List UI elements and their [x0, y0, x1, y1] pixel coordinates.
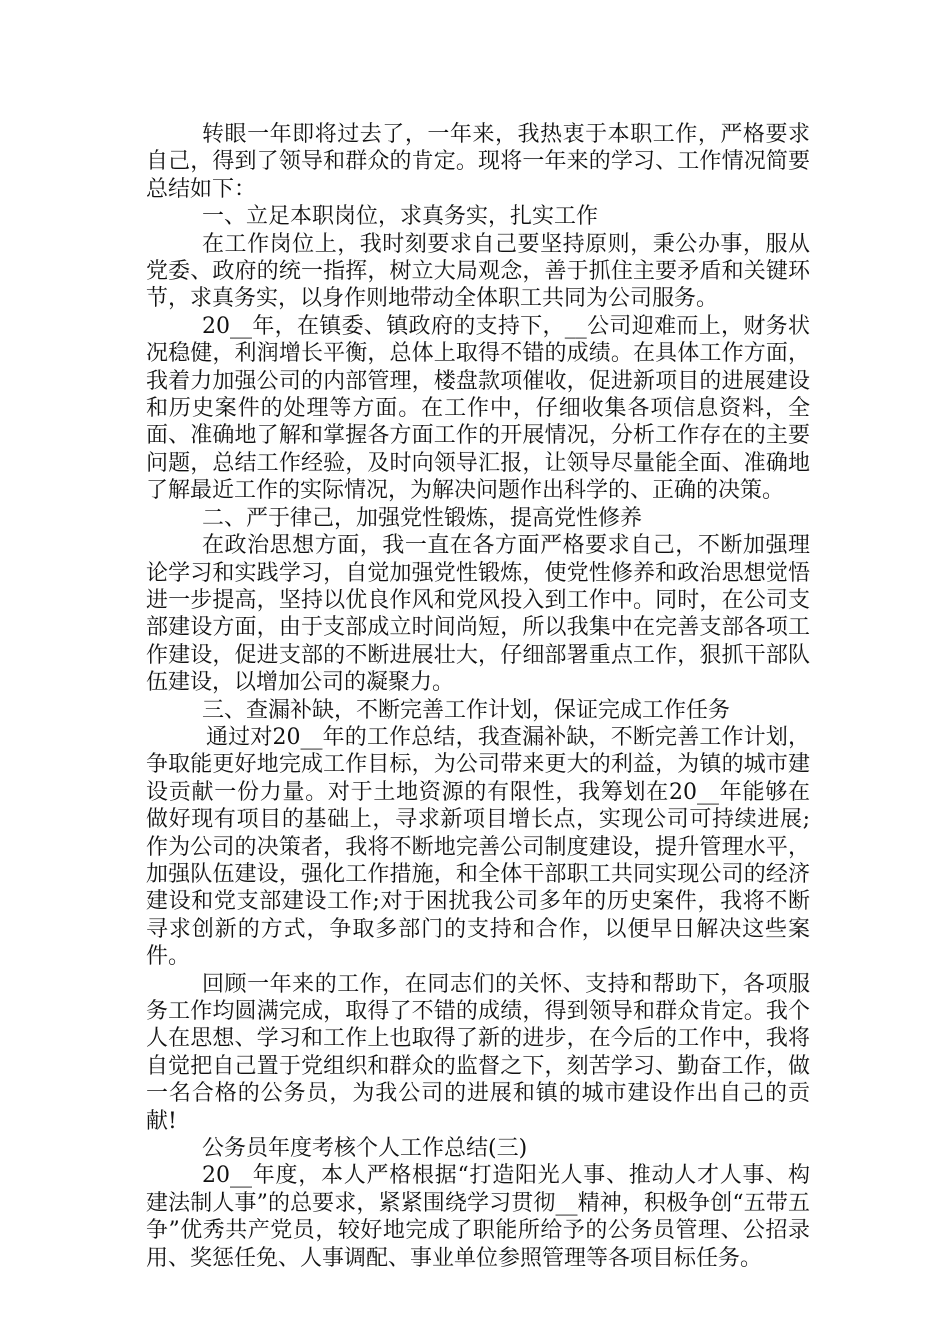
body-paragraph: 在政治思想方面，我一直在各方面严格要求自己，不断加强理论学习和实践学习，自觉加强党性锻炼，使党性修养和政治思想觉悟进一步提高，坚持以优良作风和党风投入到工作中。同时，在公司支部建设方面，由于支部成立时间尚短，所以我集中在完善支部各项工作建设，促进支部的不断进展壮大，仔细部署重点工作，狠抓干部队伍建设，以增加公司的凝聚力。 — [146, 533, 810, 696]
document-subtitle: 公务员年度考核个人工作总结(三) — [202, 1136, 528, 1162]
body-paragraph: 通过对20__年的工作总结，我查漏补缺，不断完善工作计划，争取能更好地完成工作目标，为公司带来更大的利益，为镇的城市建设贡献一份力量。对于土地资源的有限性，我筹划在20__年能够在做好现有项目的基础上，寻求新项目增长点，实现公司可持续进展;作为公司的决策者，我将不断地完善公司制度建设，提升管理水平，加强队伍建设，强化工作措施，和全体干部职工共同实现公司的经济建设和党支部建设工作;对于困扰我公司多年的历史案件，我将不断寻求创新的方式，争取多部门的支持和合作，以便早日解决这些案件。 — [146, 724, 810, 970]
body-paragraph: 在工作岗位上，我时刻要求自己要坚持原则，秉公办事，服从党委、政府的统一指挥，树立大局观念，善于抓住主要矛盾和关键环节，求真务实，以身作则地带动全体职工共同为公司服务。 — [146, 231, 810, 312]
intro-paragraph: 转眼一年即将过去了，一年来，我热衷于本职工作，严格要求自己，得到了领导和群众的肯定。现将一年来的学习、工作情况简要总结如下： — [146, 122, 810, 202]
body-paragraph: 20__年度，本人严格根据“打造阳光人事、推动人才人事、构建法制人事”的总要求，紧紧围绕学习贯彻__精神，积极争创“五带五争”优秀共产党员，较好地完成了职能所给予的公务员管理、公招录用、奖惩任免、人事调配、事业单位参照管理等各项目标任务。 — [146, 1163, 810, 1271]
body-paragraph: 20__年，在镇委、镇政府的支持下，__公司迎难而上，财务状况稳健，利润增长平衡，总体上取得不错的成绩。在具体工作方面，我着力加强公司的内部管理，楼盘款项催收，促进新项目的进展建设和历史案件的处理等方面。在工作中，仔细收集各项信息资料，全面、准确地了解和掌握各方面工作的开展情况，分析工作存在的主要问题，总结工作经验，及时向领导汇报，让领导尽量能全面、准确地了解最近工作的实际情况，为解决问题作出科学的、正确的决策。 — [146, 313, 810, 504]
section-heading-2: 二、严于律己，加强党性锻炼，提高党性修养 — [202, 505, 643, 531]
section-heading-3: 三、查漏补缺，不断完善工作计划，保证完成工作任务 — [202, 697, 731, 723]
document-page — [146, 121, 810, 1272]
body-paragraph: 回顾一年来的工作，在同志们的关怀、支持和帮助下，各项服务工作均圆满完成，取得了不错的成绩，得到领导和群众肯定。我个人在思想、学习和工作上也取得了新的进步，在今后的工作中，我将自觉把自己置于党组织和群众的监督之下，刻苦学习、勤奋工作，做一名合格的公务员，为我公司的进展和镇的城市建设作出自己的贡献! — [146, 971, 810, 1134]
section-heading-1: 一、立足本职岗位，求真务实，扎实工作 — [202, 204, 599, 230]
